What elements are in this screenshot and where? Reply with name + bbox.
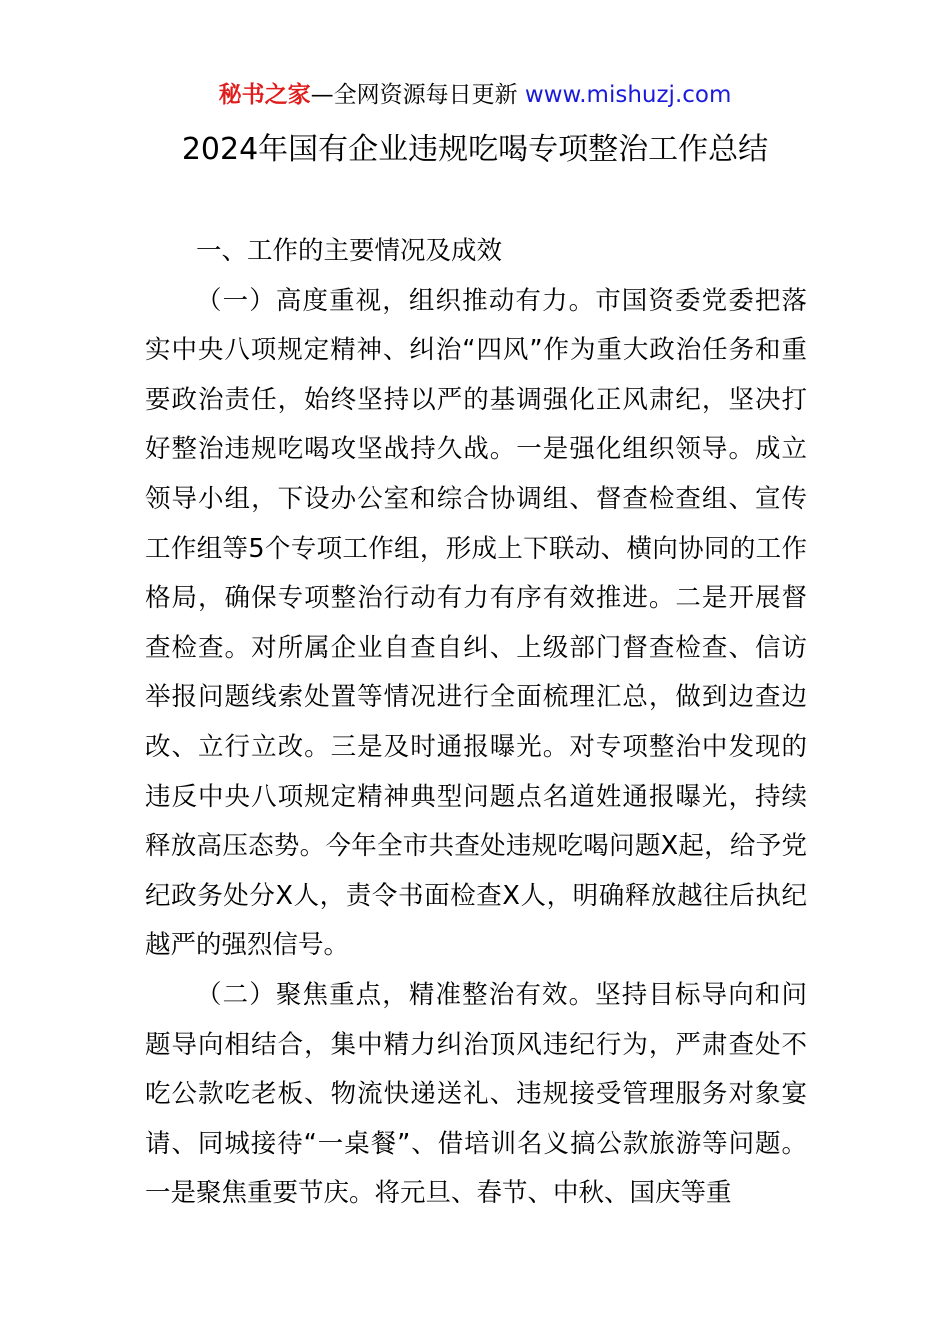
header-tagline: —全网资源每日更新 <box>310 82 525 108</box>
section-heading: 一、工作的主要情况及成效 <box>196 236 503 266</box>
site-header <box>0 78 950 112</box>
body-paragraph-1: （一）高度重视，组织推动有力。市国资委党委把落实中央八项规定精神、纠治“四风”作为重大政治任务和重要政治责任，始终坚持以严的基调强化正风肃纪，坚决打好整治违规吃喝攻坚战持久战。一是强化组织领导。成立领导小组，下设办公室和综合协调组、督查检查组、宣传工作组等5个专项工作组，形成上下联动、横向协同的工作格局，确保专项整治行动有力有序有效推进。二是开展督查检查。对所属企业自查自纠、上级部门督查检查、信访举报问题线索处置等情况进行全面梳理汇总，做到边查边改、立行立改。三是及时通报曝光。对专项整治中发现的违反中央八项规定精神典型问题点名道姓通报曝光，持续释放高压态势。今年全市共查处违规吃喝问题X起，给予党纪政务处分X人，责令书面检查X人，明确释放越往后执纪越严的强烈信号。 <box>145 285 807 961</box>
document-title: 2024年国有企业违规吃喝专项整治工作总结 <box>181 132 769 167</box>
document-body <box>145 227 807 1219</box>
body-paragraph-2: （二）聚焦重点，精准整治有效。坚持目标导向和问题导向相结合，集中精力纠治顶风违纪行为，严肃查处不吃公款吃老板、物流快递送礼、违规接受管理服务对象宴请、同城接待“一桌餐”、借培训名义搞公款旅游等问题。一是聚焦重要节庆。将元旦、春节、中秋、国庆等重 <box>145 979 807 1209</box>
brand-name: 秘书之家 <box>218 82 311 108</box>
site-url-link[interactable]: www.mishuzj.com <box>524 82 732 108</box>
